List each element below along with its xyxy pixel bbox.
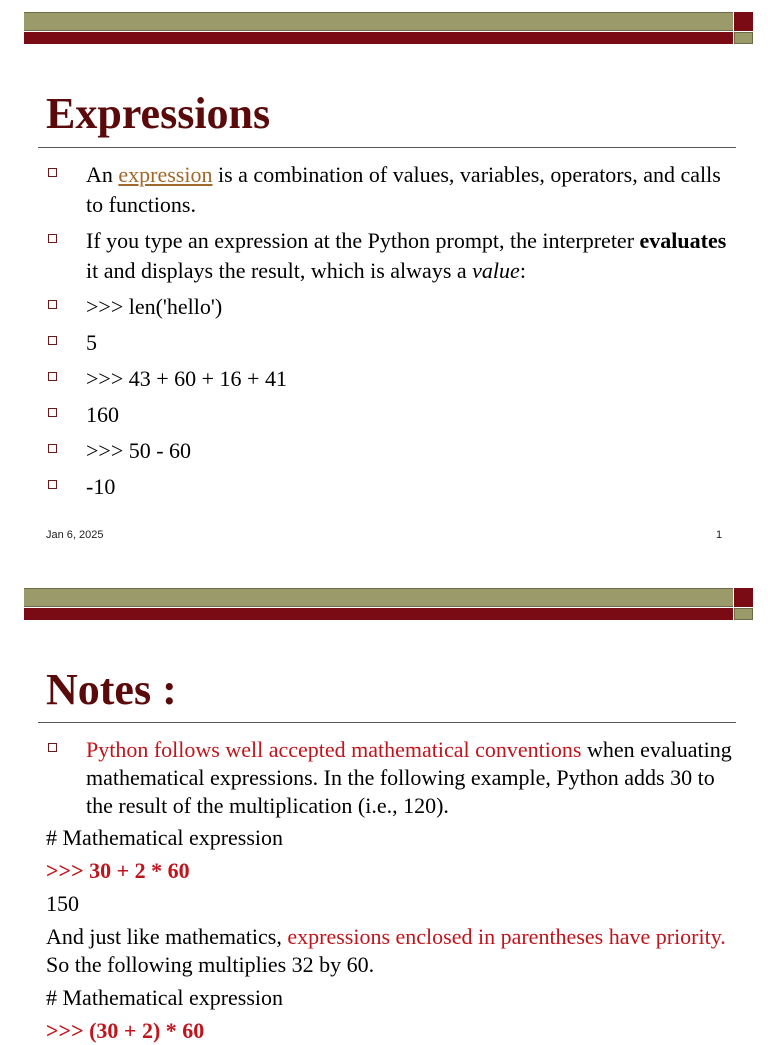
result-line: -10 — [86, 474, 116, 499]
result-line: 150 — [46, 891, 79, 916]
paragraph — [46, 923, 726, 979]
italic-text: value — [472, 258, 520, 283]
code-line: >>> len('hello') — [86, 294, 223, 319]
footer-date: Jan 6, 2025 — [46, 529, 104, 541]
expression-link[interactable]: expression — [118, 162, 213, 187]
code-line: >>> (30 + 2) * 60 — [46, 1018, 205, 1043]
code-line: >>> 30 + 2 * 60 — [46, 858, 190, 883]
comment-line: # Mathematical expression — [46, 985, 284, 1010]
bullet-text: An — [86, 162, 119, 187]
header-square-olive — [734, 608, 753, 620]
title-rule — [38, 722, 736, 723]
highlight-text: expressions enclosed in parentheses have priority. — [287, 924, 726, 949]
bullet-text: is a combination of values, variables, operators, and calls to functions. — [86, 162, 721, 217]
list-item — [46, 472, 736, 502]
result-line: 160 — [86, 402, 119, 427]
bullet-list — [46, 160, 736, 502]
paragraph-text: So the following multiplies 32 by 60. — [46, 952, 375, 977]
list-item — [46, 226, 736, 286]
bullet-square-icon — [48, 336, 57, 345]
bullet-text: it and displays the result, which is always a — [86, 258, 473, 283]
header-square-olive — [734, 32, 753, 44]
list-item — [46, 736, 736, 820]
highlight-text: Python follows well accepted mathematical conventions — [86, 737, 582, 762]
bullet-square-icon — [48, 168, 57, 177]
code-line: >>> 50 - 60 — [86, 438, 192, 463]
header-bar-maroon — [24, 608, 733, 620]
header-bar-maroon — [24, 32, 733, 44]
slide-title: Notes : — [46, 665, 177, 714]
header-bar-olive — [24, 12, 733, 31]
bullet-text: when evaluating mathematical expressions. In the following example, Python adds 30 to the result of the multiplication (i.e., 120). — [86, 737, 732, 818]
list-item — [46, 160, 736, 220]
footer-page-number: 1 — [716, 529, 723, 541]
bullet-square-icon — [48, 372, 57, 381]
bullet-square-icon — [48, 234, 57, 243]
bold-text: evaluates — [639, 228, 727, 253]
bullet-square-icon — [48, 480, 57, 489]
bullet-square-icon — [48, 300, 57, 309]
header-bar-olive — [24, 588, 733, 607]
slide-2 — [0, 576, 768, 1043]
list-item — [46, 436, 736, 466]
comment-line: # Mathematical expression — [46, 825, 284, 850]
list-item — [46, 400, 736, 430]
list-item — [46, 328, 736, 358]
header-square-maroon — [734, 588, 753, 607]
bullet-square-icon — [48, 408, 57, 417]
paragraph-text: And just like mathematics, — [46, 924, 288, 949]
list-item — [46, 292, 736, 322]
code-line: >>> 43 + 60 + 16 + 41 — [86, 366, 287, 391]
bullet-list — [46, 736, 736, 820]
result-line: 5 — [86, 330, 97, 355]
bullet-square-icon — [48, 444, 57, 453]
header-square-maroon — [734, 12, 753, 31]
bullet-text: : — [519, 258, 526, 283]
title-rule — [38, 147, 736, 148]
slide-title: Expressions — [46, 89, 271, 138]
bullet-square-icon — [48, 743, 57, 752]
list-item — [46, 364, 736, 394]
bullet-text: If you type an expression at the Python prompt, the interpreter — [86, 228, 640, 253]
